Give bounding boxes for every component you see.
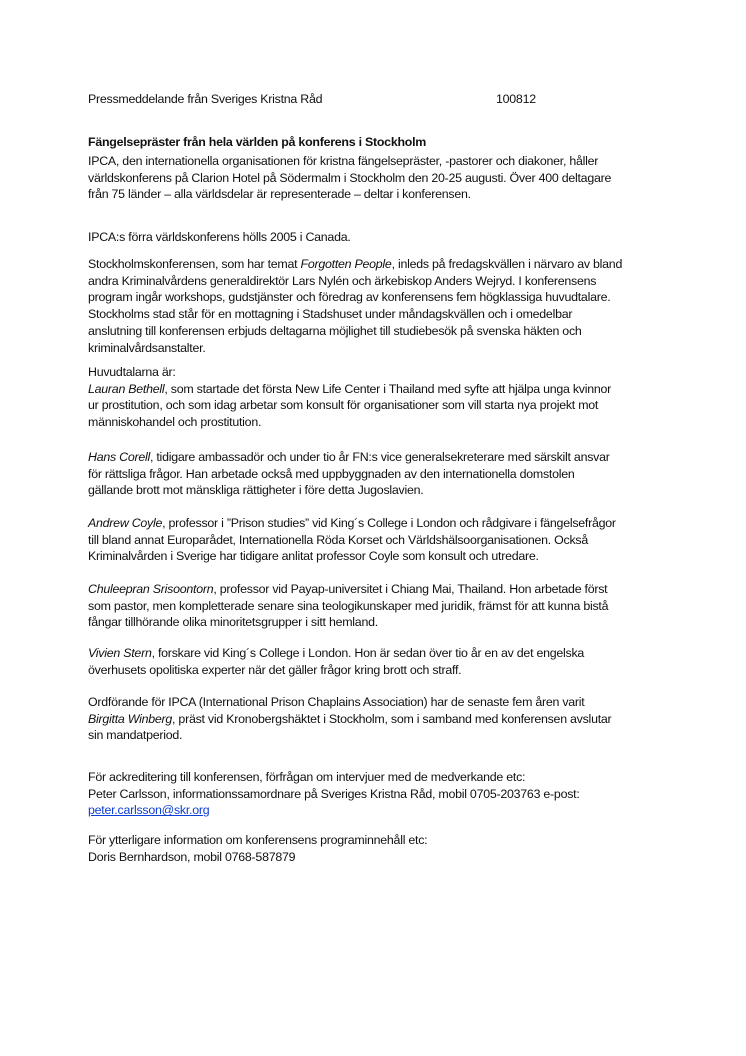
text-line [88, 832, 427, 849]
text-line [88, 769, 580, 786]
speaker-name: Birgitta Winberg [88, 711, 173, 726]
text-segment: , inleds på fredagskvällen i närvaro av bland [391, 257, 623, 271]
text-segment: IPCA:s förra världskonferens hölls 2005 i Canada. [88, 230, 351, 244]
text-segment: fångar tillhörande olika minoritetsgrupper i sitt hemland. [88, 615, 378, 630]
paragraph [88, 694, 611, 744]
paragraph [88, 645, 584, 678]
paragraph [88, 769, 580, 819]
text-line [88, 306, 622, 323]
paragraph [88, 153, 611, 203]
text-segment: program ingår workshops, gudstjänster och föredrag av konferensens fem högklassiga huvudtalare. [88, 290, 611, 305]
speaker-name: Lauran Bethell [88, 381, 165, 396]
header-date: 100812 [496, 92, 536, 106]
text-line [88, 802, 580, 819]
speaker-name: Hans Corell [88, 450, 150, 464]
text-line [88, 482, 610, 499]
text-segment: , tidigare ambassadör och under tio år FN:s vice generalsekreterare med särskilt ansvar [149, 450, 610, 464]
text-segment: överhusets opolitiska experter när det gäller frågor kring brott och straff. [88, 662, 462, 677]
text-segment: till bland annat Europarådet, Internationella Röda Korset och Världshälsoorganisationen. Också [88, 532, 588, 547]
text-line [88, 614, 608, 631]
text-segment: , forskare vid King´s College i London. Hon är sedan över tio år en av det engelska [151, 646, 585, 660]
text-segment: Stockholms stad står för en mottagning i Stadshuset under måndagskvällen och i omedelbar [88, 307, 573, 322]
text-segment: Peter Carlsson, informationssamordnare på Sveriges Kristna Råd, mobil 0705-203763 e-post: [88, 786, 580, 801]
paragraph [88, 832, 427, 865]
header-label: Pressmeddelande från Sveriges Kristna Råd [88, 92, 323, 106]
text-segment: som pastor, men kompletterade senare sina teologikunskaper med juridik, främst för att kunna bistå [88, 598, 609, 613]
text-line [88, 364, 611, 381]
text-segment: ur prostitution, och som idag arbetar som konsult för organisationer som vill starta nya projekt mot [88, 398, 599, 413]
text-line [88, 381, 611, 398]
text-line [88, 598, 608, 615]
text-line [88, 711, 611, 728]
text-line [88, 849, 427, 866]
speaker-name: Forgotten People [300, 257, 392, 271]
text-segment: sin mandatperiod. [88, 728, 183, 743]
text-segment: , professor i ”Prison studies” vid King´s College i London och rådgivare i fängelsefrågor [162, 516, 616, 530]
paragraph [88, 229, 351, 246]
text-line [88, 397, 611, 414]
text-segment: , som startade det första New Life Center i Thailand med syfte att hjälpa unga kvinnor [164, 381, 612, 396]
text-segment: från 75 länder – alla världsdelar är representerade – deltar i konferensen. [88, 187, 471, 202]
text-line [88, 153, 611, 170]
text-line [88, 694, 611, 711]
text-segment: människohandel och prostitution. [88, 415, 262, 430]
text-line [88, 645, 584, 662]
text-line [88, 662, 584, 679]
text-line [88, 532, 616, 549]
text-segment: , professor vid Payap-universitet i Chiang Mai, Thailand. Hon arbetade först [213, 582, 608, 596]
text-segment: För ytterligare information om konferensens programinnehåll etc: [88, 833, 428, 847]
paragraph [88, 364, 611, 431]
paragraph [88, 515, 616, 565]
text-segment: Ordförande för IPCA (International Prison Chaplains Association) har de senaste fem åren varit [88, 695, 585, 709]
text-line [88, 256, 622, 273]
speaker-name: Vivien Stern [88, 646, 152, 660]
text-segment: gällande brott mot mänskliga rättigheter i före detta Jugoslavien. [88, 483, 424, 498]
text-segment: kriminalvårdsanstalter. [88, 340, 206, 355]
document-title: Fängelsepräster från hela världen på konferens i Stockholm [88, 135, 427, 149]
text-segment: , präst vid Kronobergshäktet i Stockholm, som i samband med konferensen avslutar [172, 711, 612, 726]
text-segment: Doris Bernhardson, mobil 0768-587879 [88, 849, 296, 864]
text-segment: Kriminalvården i Sverige har tidigare anlitat professor Coyle som konsult och utredare. [88, 549, 539, 564]
text-line [88, 515, 616, 532]
text-line [88, 786, 580, 803]
text-segment: IPCA, den internationella organisationen för kristna fängelsepräster, -pastorer och diakoner, håller [88, 154, 599, 168]
text-line [88, 548, 616, 565]
text-line [88, 727, 611, 744]
text-segment: Stockholmskonferensen, som har temat [88, 257, 301, 271]
text-line [88, 323, 622, 340]
text-line [88, 449, 610, 466]
text-line [88, 414, 611, 431]
paragraph [88, 449, 610, 499]
text-line [88, 466, 610, 483]
text-segment: för rättsliga frågor. Han arbetade också med uppbyggnaden av den internationella domstolen [88, 466, 575, 481]
text-segment: världskonferens på Clarion Hotel på Södermalm i Stockholm den 20-25 augusti. Över 400 deltagare [88, 170, 612, 185]
text-line [88, 581, 608, 598]
text-line [88, 186, 611, 203]
text-line [88, 289, 622, 306]
text-line [88, 340, 622, 357]
paragraph [88, 581, 608, 631]
email-link[interactable]: peter.carlsson@skr.org [88, 803, 210, 818]
speaker-name: Chuleepran Srisoontorn [88, 582, 214, 596]
paragraph [88, 256, 622, 356]
text-segment: För ackreditering till konferensen, förfrågan om intervjuer med de medverkande etc: [88, 770, 526, 784]
text-line [88, 229, 351, 246]
text-segment: andra Kriminalvårdens generaldirektör Lars Nylén och ärkebiskop Anders Wejryd. I konferensens [88, 273, 597, 288]
text-segment: anslutning till konferensen erbjuds deltagarna möjlighet till studiebesök på svenska häkten och [88, 323, 582, 338]
speaker-name: Andrew Coyle [88, 516, 163, 530]
text-segment: Huvudtalarna är: [88, 365, 176, 379]
text-line [88, 170, 611, 187]
text-line [88, 273, 622, 290]
